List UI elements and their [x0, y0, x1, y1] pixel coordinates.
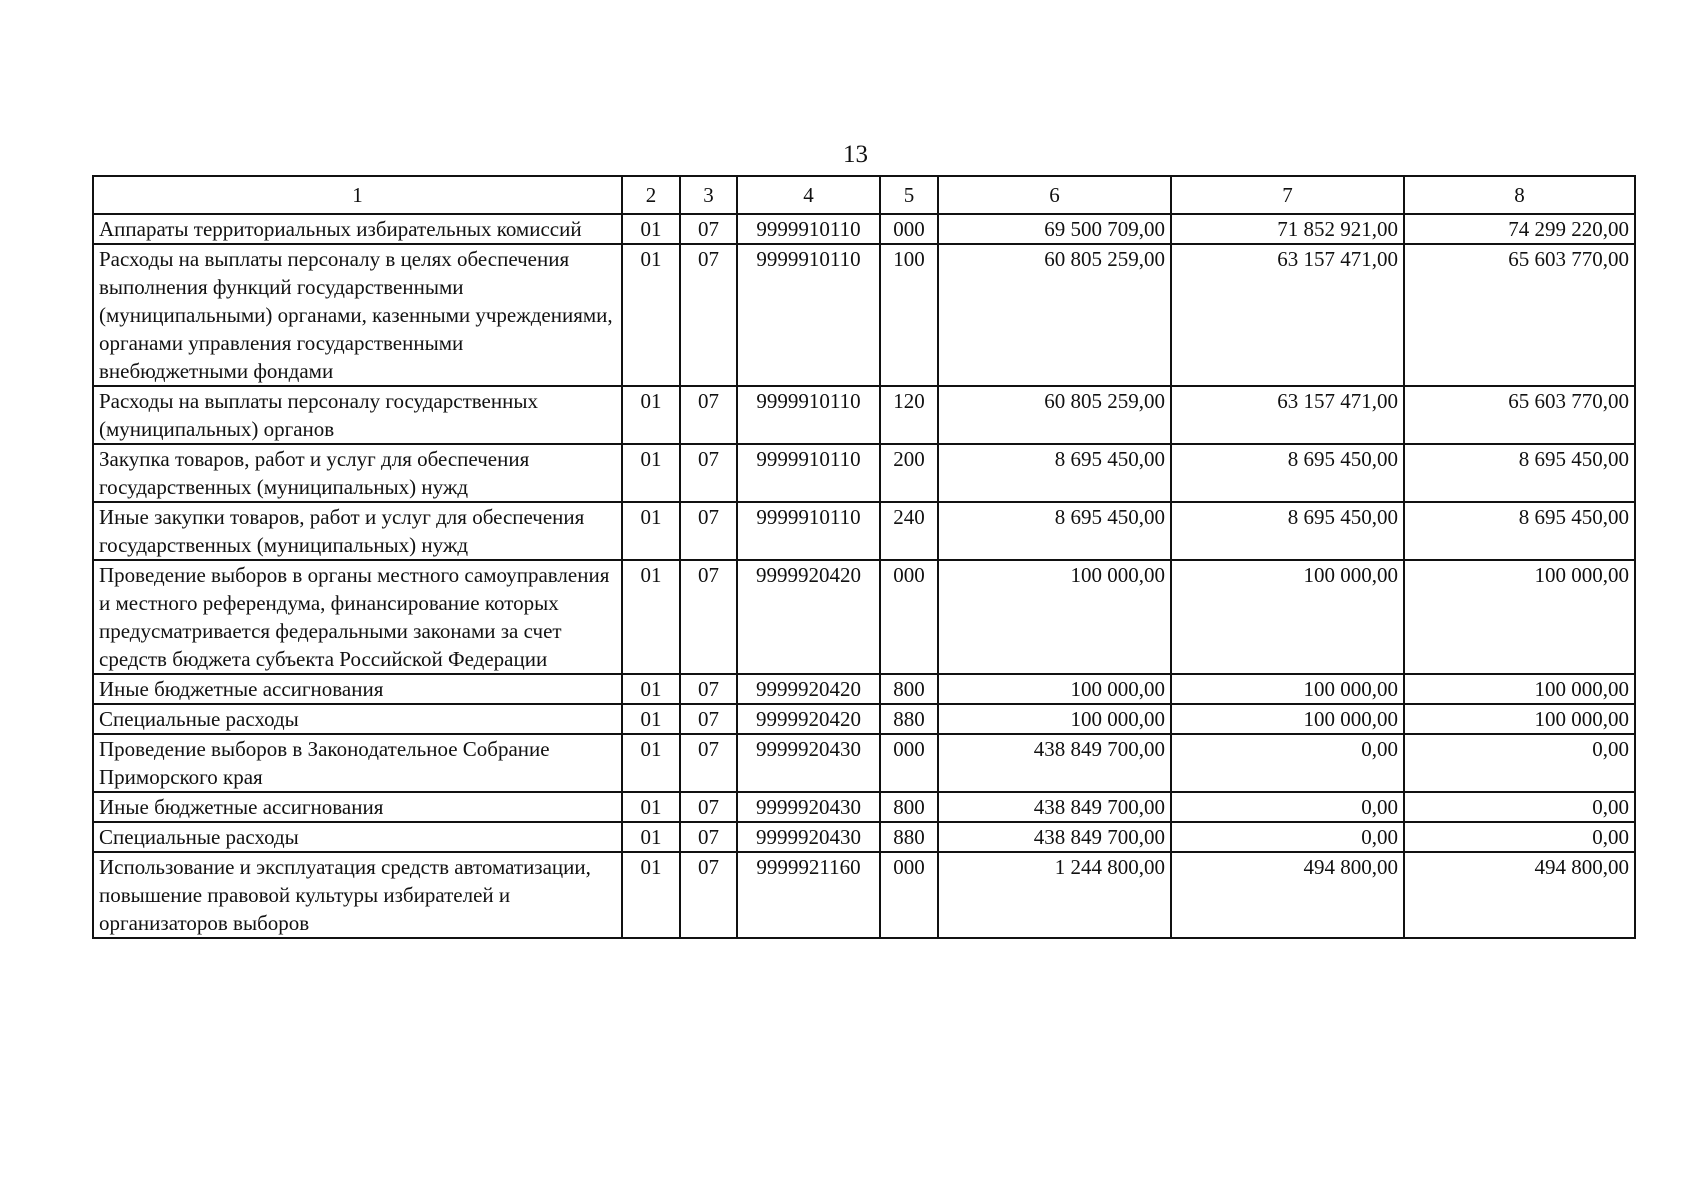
- expense-type-code: 000: [880, 214, 938, 244]
- table-row: [93, 822, 1635, 852]
- amount-col6: 438 849 700,00: [938, 792, 1171, 822]
- subsection-code: 07: [680, 792, 737, 822]
- expense-type-code: 800: [880, 674, 938, 704]
- amount-col8: 0,00: [1404, 822, 1635, 852]
- amount-col7: 100 000,00: [1171, 560, 1404, 674]
- page-number: 13: [843, 141, 868, 168]
- target-article-code: 9999910110: [737, 444, 880, 502]
- amount-col7: 8 695 450,00: [1171, 444, 1404, 502]
- expense-name: Иные бюджетные ассигнования: [93, 792, 622, 822]
- amount-col8: 494 800,00: [1404, 852, 1635, 938]
- header-cell: 4: [737, 176, 880, 214]
- amount-col7: 8 695 450,00: [1171, 502, 1404, 560]
- amount-col6: 100 000,00: [938, 674, 1171, 704]
- amount-col8: 0,00: [1404, 792, 1635, 822]
- amount-col6: 60 805 259,00: [938, 244, 1171, 386]
- amount-col7: 71 852 921,00: [1171, 214, 1404, 244]
- expense-name: Закупка товаров, работ и услуг для обеспечения государственных (муниципальных) нужд: [93, 444, 622, 502]
- section-code: 01: [622, 214, 680, 244]
- amount-col6: 60 805 259,00: [938, 386, 1171, 444]
- expense-name: Проведение выборов в Законодательное Собрание Приморского края: [93, 734, 622, 792]
- subsection-code: 07: [680, 444, 737, 502]
- table-row: [93, 386, 1635, 444]
- amount-col6: 100 000,00: [938, 560, 1171, 674]
- amount-col6: 8 695 450,00: [938, 444, 1171, 502]
- expense-name: Аппараты территориальных избирательных комиссий: [93, 214, 622, 244]
- expense-name: Иные бюджетные ассигнования: [93, 674, 622, 704]
- expense-name: Иные закупки товаров, работ и услуг для обеспечения государственных (муниципальных) нужд: [93, 502, 622, 560]
- expense-name: Расходы на выплаты персоналу в целях обеспечения выполнения функций государственными (муниципальными) органами, казенными учреждениями, органами управления государственными внебюджетными фондами: [93, 244, 622, 386]
- table-row: [93, 244, 1635, 386]
- subsection-code: 07: [680, 502, 737, 560]
- target-article-code: 9999920430: [737, 734, 880, 792]
- amount-col8: 100 000,00: [1404, 560, 1635, 674]
- subsection-code: 07: [680, 852, 737, 938]
- target-article-code: 9999920430: [737, 822, 880, 852]
- header-cell: 8: [1404, 176, 1635, 214]
- amount-col7: 100 000,00: [1171, 674, 1404, 704]
- expense-type-code: 800: [880, 792, 938, 822]
- section-code: 01: [622, 792, 680, 822]
- expense-type-code: 200: [880, 444, 938, 502]
- header-cell: 2: [622, 176, 680, 214]
- header-cell: 3: [680, 176, 737, 214]
- table-row: [93, 674, 1635, 704]
- header-cell: 1: [93, 176, 622, 214]
- table-row: [93, 444, 1635, 502]
- expense-name: Специальные расходы: [93, 822, 622, 852]
- target-article-code: 9999910110: [737, 244, 880, 386]
- target-article-code: 9999920420: [737, 560, 880, 674]
- subsection-code: 07: [680, 244, 737, 386]
- table-row: [93, 792, 1635, 822]
- table-row: [93, 502, 1635, 560]
- header-cell: 5: [880, 176, 938, 214]
- amount-col6: 438 849 700,00: [938, 734, 1171, 792]
- header-row: [93, 176, 1635, 214]
- section-code: 01: [622, 822, 680, 852]
- amount-col7: 100 000,00: [1171, 704, 1404, 734]
- expense-type-code: 880: [880, 704, 938, 734]
- amount-col7: 63 157 471,00: [1171, 386, 1404, 444]
- section-code: 01: [622, 502, 680, 560]
- table-row: [93, 704, 1635, 734]
- amount-col8: 100 000,00: [1404, 674, 1635, 704]
- section-code: 01: [622, 560, 680, 674]
- subsection-code: 07: [680, 386, 737, 444]
- header-cell: 7: [1171, 176, 1404, 214]
- amount-col8: 65 603 770,00: [1404, 386, 1635, 444]
- expense-name: Расходы на выплаты персоналу государственных (муниципальных) органов: [93, 386, 622, 444]
- amount-col7: 0,00: [1171, 734, 1404, 792]
- expense-type-code: 000: [880, 560, 938, 674]
- amount-col8: 100 000,00: [1404, 704, 1635, 734]
- section-code: 01: [622, 244, 680, 386]
- section-code: 01: [622, 704, 680, 734]
- table-row: [93, 734, 1635, 792]
- target-article-code: 9999920420: [737, 704, 880, 734]
- section-code: 01: [622, 444, 680, 502]
- amount-col8: 74 299 220,00: [1404, 214, 1635, 244]
- amount-col7: 0,00: [1171, 792, 1404, 822]
- target-article-code: 9999910110: [737, 214, 880, 244]
- target-article-code: 9999921160: [737, 852, 880, 938]
- subsection-code: 07: [680, 704, 737, 734]
- subsection-code: 07: [680, 214, 737, 244]
- target-article-code: 9999920420: [737, 674, 880, 704]
- expense-type-code: 240: [880, 502, 938, 560]
- amount-col6: 8 695 450,00: [938, 502, 1171, 560]
- expense-name: Проведение выборов в органы местного самоуправления и местного референдума, финансирование которых предусматривается федеральными законами за счет средств бюджета субъекта Российской Федерации: [93, 560, 622, 674]
- table-row: [93, 214, 1635, 244]
- header-cell: 6: [938, 176, 1171, 214]
- target-article-code: 9999920430: [737, 792, 880, 822]
- amount-col8: 0,00: [1404, 734, 1635, 792]
- expense-name: Использование и эксплуатация средств автоматизации, повышение правовой культуры избирателей и организаторов выборов: [93, 852, 622, 938]
- table-row: [93, 852, 1635, 938]
- amount-col6: 100 000,00: [938, 704, 1171, 734]
- amount-col6: 69 500 709,00: [938, 214, 1171, 244]
- budget-table: [92, 175, 1636, 939]
- expense-type-code: 100: [880, 244, 938, 386]
- target-article-code: 9999910110: [737, 386, 880, 444]
- section-code: 01: [622, 674, 680, 704]
- subsection-code: 07: [680, 822, 737, 852]
- amount-col8: 65 603 770,00: [1404, 244, 1635, 386]
- expense-type-code: 000: [880, 734, 938, 792]
- amount-col7: 63 157 471,00: [1171, 244, 1404, 386]
- target-article-code: 9999910110: [737, 502, 880, 560]
- amount-col8: 8 695 450,00: [1404, 444, 1635, 502]
- amount-col6: 438 849 700,00: [938, 822, 1171, 852]
- expense-name: Специальные расходы: [93, 704, 622, 734]
- table-row: [93, 560, 1635, 674]
- amount-col7: 0,00: [1171, 822, 1404, 852]
- expense-type-code: 880: [880, 822, 938, 852]
- section-code: 01: [622, 386, 680, 444]
- subsection-code: 07: [680, 674, 737, 704]
- subsection-code: 07: [680, 560, 737, 674]
- section-code: 01: [622, 852, 680, 938]
- amount-col8: 8 695 450,00: [1404, 502, 1635, 560]
- section-code: 01: [622, 734, 680, 792]
- amount-col6: 1 244 800,00: [938, 852, 1171, 938]
- subsection-code: 07: [680, 734, 737, 792]
- amount-col7: 494 800,00: [1171, 852, 1404, 938]
- expense-type-code: 000: [880, 852, 938, 938]
- expense-type-code: 120: [880, 386, 938, 444]
